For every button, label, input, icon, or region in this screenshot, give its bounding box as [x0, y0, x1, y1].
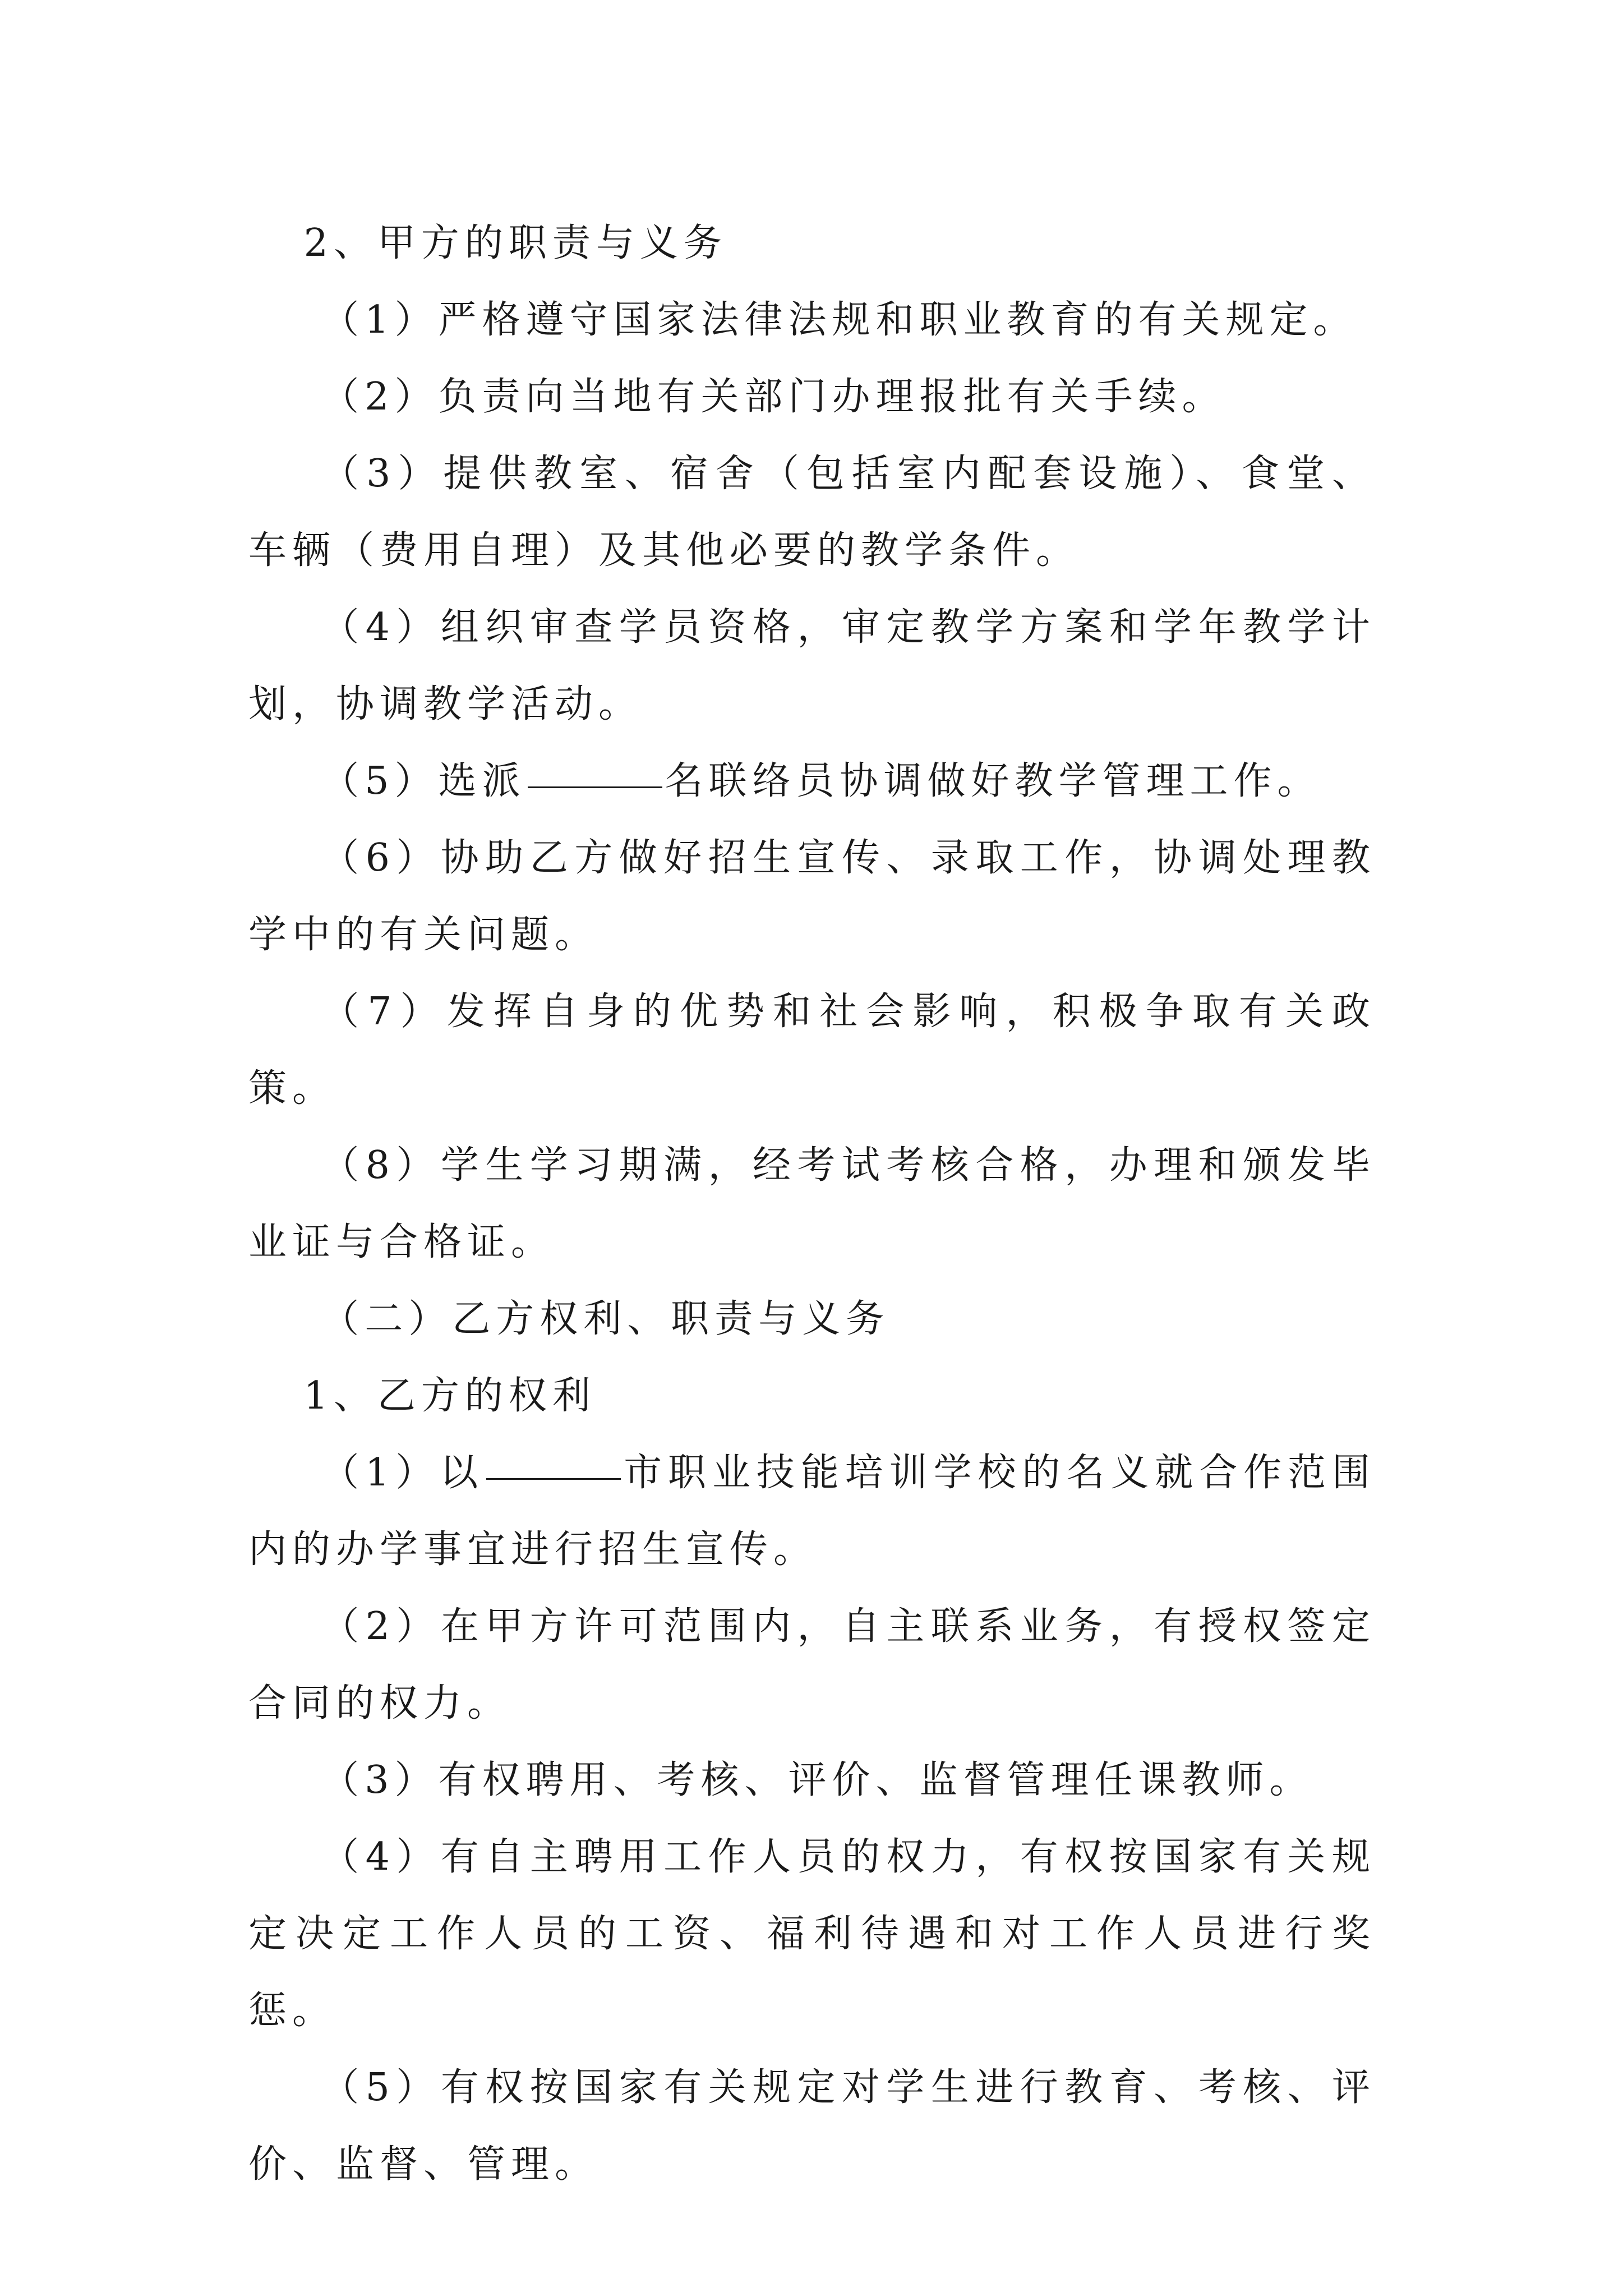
clause-b-2: （2）在甲方许可范围内，自主联系业务，有授权签定合同的权力。: [248, 1604, 1376, 1726]
clause-a-4: （4）组织审查学员资格，审定教学方案和学年教学计划，协调教学活动。: [248, 605, 1376, 726]
clause-b-4: （4）有自主聘用工作人员的权力，有权按国家有关规定决定工作人员的工资、福利待遇和对工作人员进行奖惩。: [248, 1835, 1376, 2033]
clause-b-1-after: 市职业技能培训学校的名义就合作范围内的办学事宜进行招生宣传。: [248, 1451, 1376, 1572]
clause-a-5: [248, 743, 1376, 820]
clause-b-1: [248, 1434, 1376, 1588]
fill-in-blank: [528, 786, 662, 788]
section-heading-party-b: （二）乙方权利、职责与义务: [321, 1297, 890, 1341]
clause-b-3: （3）有权聘用、考核、评价、监督管理任课教师。: [321, 1758, 1313, 1802]
fill-in-blank: [486, 1478, 621, 1480]
clause-a-3: （3）提供教室、宿舍（包括室内配套设施）、食堂、车辆（费用自理）及其他必要的教学条件。: [248, 452, 1376, 573]
clause-a-5-after: 名联络员协调做好教学管理工作。: [665, 759, 1321, 803]
clause-a-7: （7）发挥自身的优势和社会影响，积极争取有关政策。: [248, 990, 1376, 1111]
clause-b-5: （5）有权按国家有关规定对学生进行教育、考核、评价、监督、管理。: [248, 2065, 1376, 2187]
clause-a-5-before: （5）选派: [321, 759, 526, 803]
clause-b-1-before: （1）以: [321, 1451, 485, 1495]
section-heading-party-b-rights: 1、乙方的权利: [303, 1374, 596, 1418]
clause-a-6: （6）协助乙方做好招生宣传、录取工作，协调处理教学中的有关问题。: [248, 836, 1376, 957]
section-heading-party-a-duties: 2、甲方的职责与义务: [303, 221, 727, 265]
document-body: [248, 205, 1376, 2203]
clause-a-8: （8）学生学习期满，经考试考核合格，办理和颁发毕业证与合格证。: [248, 1143, 1376, 1264]
clause-a-1: （1）严格遵守国家法律法规和职业教育的有关规定。: [321, 298, 1357, 342]
clause-a-2: （2）负责向当地有关部门办理报批有关手续。: [321, 375, 1226, 419]
